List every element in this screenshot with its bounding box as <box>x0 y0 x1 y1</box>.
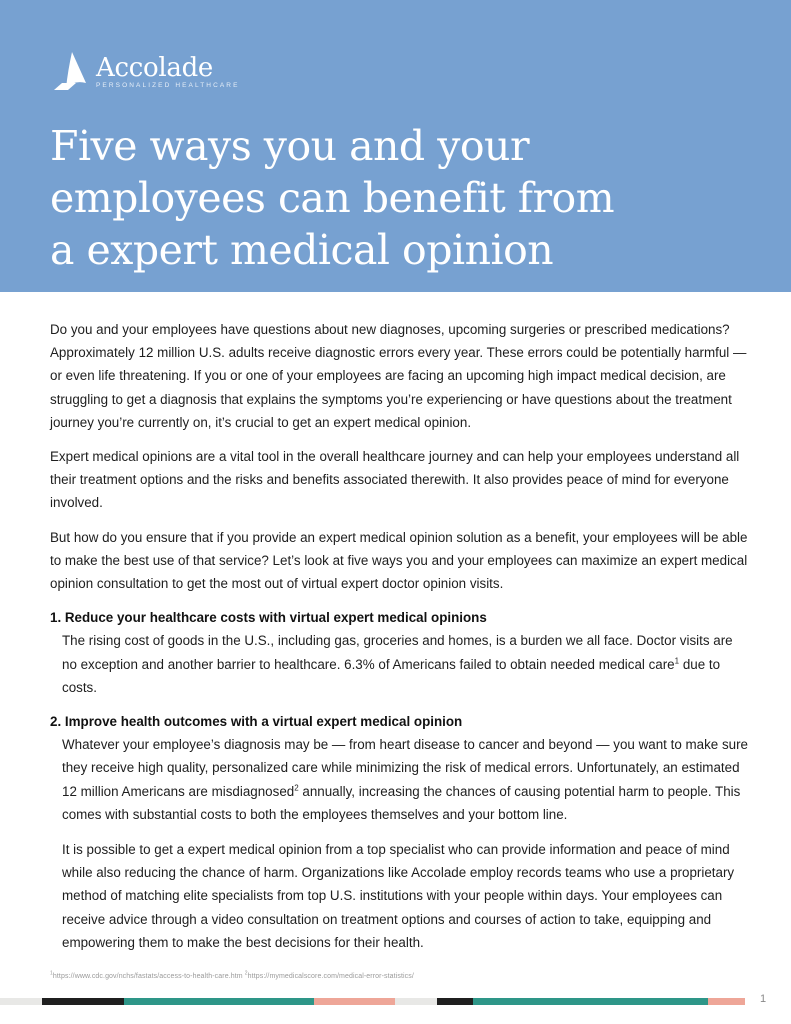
footnote-link[interactable]: https://www.cdc.gov/nchs/fastats/access-to-health-care.htm <box>52 973 243 980</box>
title-line: Five ways you and your <box>50 122 530 170</box>
intro-paragraph: Do you and your employees have questions about new diagnoses, upcoming surgeries or prescribed medications? Approximately 12 million U.S. adults receive diagnostic errors every year. These errors could be potentially harmful — or even life threatening. If you or one of your employees are facing an upcoming high impact medical decision, are struggling to get a diagnosis that explains the symptoms you’re experiencing or have questions about the treatment journey you’re currently on, it’s crucial to get an expert medical opinion. <box>50 322 747 430</box>
footnote-marker: 2 <box>244 970 248 977</box>
accolade-logo <box>50 50 240 94</box>
section-body <box>50 629 750 699</box>
color-bar-segment <box>314 998 395 1005</box>
section-text: Whatever your employee’s diagnosis may be — from heart disease to cancer and beyond — you want to make sure they receive high quality, personalized care while minimizing the risk of medical errors. Unfortunately, an estimated 12 million Americans are misdiagnosed <box>62 737 749 799</box>
section-body-extra: It is possible to get a expert medical opinion from a top specialist who can provide information and peace of mind while also reducing the chance of harm. Organizations like Accolade employ records teams who use a proprietary method of matching elite specialists from top U.S. institutions with your people within days. Your employees can receive advice through a video consultation on treatment options and courses of action to take, equipping and empowering them to make the best decisions for their health. <box>62 842 735 950</box>
page-number: 1 <box>760 993 767 1005</box>
footnote-marker: 1 <box>50 970 53 977</box>
page-title <box>50 120 750 276</box>
intro-paragraph: But how do you ensure that if you provide an expert medical opinion solution as a benefit, your employees will be able to make the best use of that service? Let’s look at five ways you and your employees can maximize an expert medical opinion consultation to get the most out of virtual expert doctor opinion visits. <box>50 529 748 592</box>
article-body <box>50 318 750 965</box>
title-line: a expert medical opinion <box>50 226 554 274</box>
brand-name: Accolade <box>96 53 213 83</box>
title-line: employees can benefit from <box>50 174 615 222</box>
section-text: The rising cost of goods in the U.S., including gas, groceries and homes, is a burden we all face. Doctor visits are no exception and another barrier to healthcare. 6.3% of Americans failed to obtain needed medical care <box>62 633 733 672</box>
section-heading: 2. Improve health outcomes with a virtual expert medical opinion <box>50 714 463 730</box>
section-text: annually, increasing the chances of causing potential harm to people. This comes with substantial costs to both the employees themselves and your bottom line. <box>62 783 741 822</box>
footnote-ref: 2 <box>294 783 299 793</box>
section-body <box>50 733 750 826</box>
section-health-outcomes <box>50 710 750 954</box>
footnotes <box>50 970 414 980</box>
footnote-link[interactable]: https://mymedicalscore.com/medical-error-statistics/ <box>247 973 414 980</box>
section-reduce-costs <box>50 606 750 699</box>
section-heading: 1. Reduce your healthcare costs with virtual expert medical opinions <box>50 610 487 626</box>
section-text: due to costs. <box>62 656 721 695</box>
color-bar-segment <box>0 998 42 1005</box>
color-bar-segment <box>395 998 437 1005</box>
color-bar-segment <box>437 998 473 1005</box>
accolade-sail-logo-icon <box>50 50 90 94</box>
page-header <box>0 0 791 292</box>
brand-tagline: PERSONALIZED HEALTHCARE <box>96 82 240 89</box>
intro-paragraph: Expert medical opinions are a vital tool in the overall healthcare journey and can help your employees understand all their treatment options and the risks and benefits associated therewith. It also provides peace of mind for everyone involved. <box>50 449 740 511</box>
color-bar-segment <box>124 998 314 1005</box>
footnote-ref: 1 <box>674 656 680 666</box>
color-bar-segment <box>42 998 124 1005</box>
color-bar-segment <box>473 998 708 1005</box>
color-bar-segment <box>708 998 745 1005</box>
